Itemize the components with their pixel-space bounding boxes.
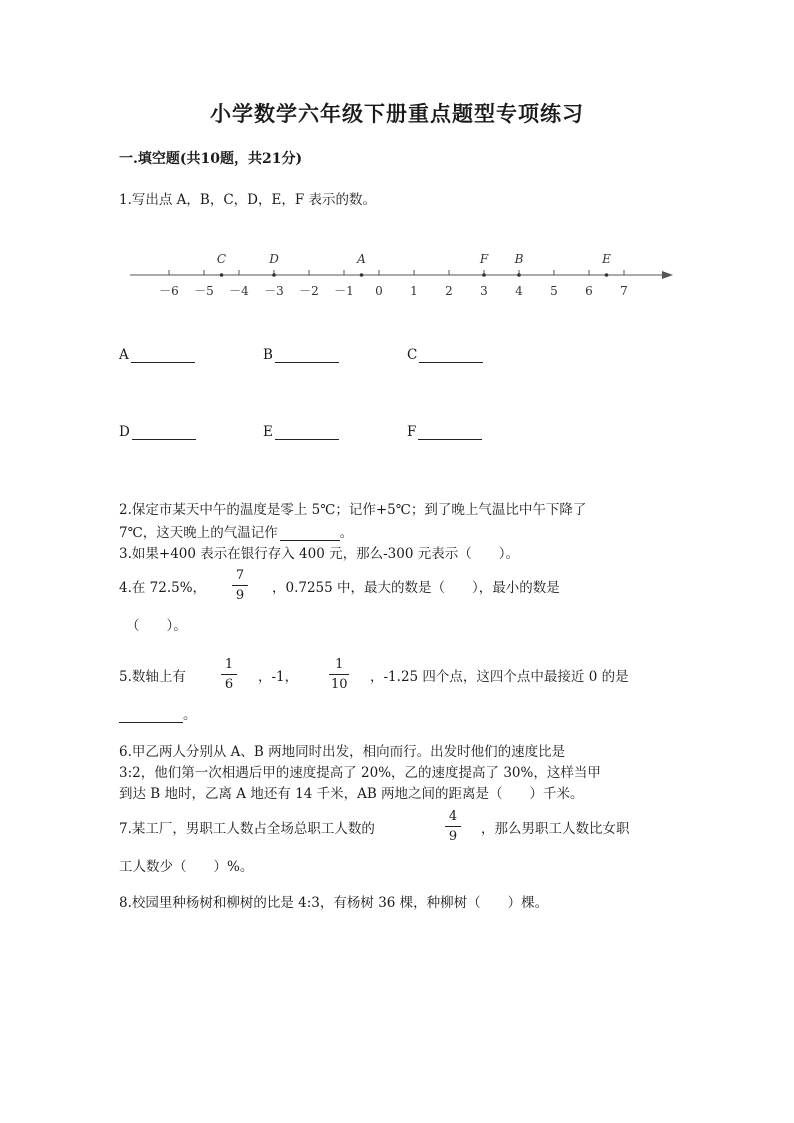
section-heading: 一.填空题(共10题，共21分) — [119, 151, 303, 167]
question-7-suffix: ，那么男职工人数比女职 — [481, 821, 630, 837]
answer-underline — [275, 348, 339, 363]
answer-underline[interactable] — [280, 526, 340, 541]
question-5-line-2 — [119, 703, 197, 723]
question-3-text: 3.如果+400 表示在银行存入 400 元，那么-300 元表示（ ）。 — [119, 546, 519, 562]
answer-underline — [131, 348, 195, 363]
answer-underline — [275, 425, 339, 440]
question-2-line-1: 2.保定市某天中午的温度是零上 5℃；记作+5℃；到了晚上气温比中午下降了 — [119, 502, 587, 518]
fraction-numerator: 1 — [224, 657, 234, 672]
question-5-prefix: 5.数轴上有 — [119, 669, 186, 685]
number-line-arrow — [662, 271, 673, 279]
fraction-1-6 — [221, 658, 237, 691]
question-6-line-1: 6.甲乙两人分别从 A、B 两地同时出发，相向而行。出发时他们的速度比是 — [119, 744, 566, 760]
question-6-line-2: 3:2，他们第一次相遇后甲的速度提高了 20%，乙的速度提高了 30%，这样当甲 — [119, 765, 601, 781]
number-line-tick-label: 4 — [515, 284, 523, 298]
answer-underline — [132, 425, 196, 440]
answer-blank-e[interactable] — [263, 424, 339, 440]
number-line-tick-label: 2 — [445, 284, 453, 298]
number-line-point — [482, 273, 486, 277]
number-line-tick-label: －3 — [264, 284, 284, 298]
number-line-point-label: B — [514, 252, 524, 266]
answer-label: D — [119, 424, 130, 440]
number-line-point — [360, 273, 364, 277]
answer-blank-a[interactable] — [119, 347, 195, 363]
number-line-ticks — [159, 270, 628, 298]
answer-underline — [418, 425, 482, 440]
answer-label: C — [407, 347, 418, 363]
fraction-numerator: 7 — [235, 568, 245, 583]
number-line-tick-label: －1 — [334, 284, 354, 298]
answer-blank-b[interactable] — [263, 347, 339, 363]
number-line — [125, 245, 685, 300]
number-line-point-label: F — [479, 252, 489, 266]
answer-label: B — [263, 347, 273, 363]
answer-label: F — [407, 424, 417, 440]
number-line-tick-label: －2 — [299, 284, 319, 298]
number-line-point-label: D — [269, 252, 279, 266]
question-8-text: 8.校园里种杨树和柳树的比是 4:3，有杨树 36 棵，种柳树（ ）棵。 — [119, 895, 549, 911]
answer-underline[interactable] — [119, 708, 183, 723]
fraction-denominator: 6 — [224, 677, 234, 692]
number-line-tick-label: 3 — [480, 284, 488, 298]
question-2-text: 7℃，这天晚上的气温记作 — [119, 525, 278, 541]
number-line-tick-label: 7 — [620, 284, 628, 298]
question-4-prefix: 4.在 72.5%， — [119, 580, 207, 596]
answer-underline — [419, 348, 483, 363]
question-4-mid: ，0.7255 中，最大的数是（ ），最小的数是 — [272, 580, 560, 596]
number-line-point — [517, 273, 521, 277]
number-line-tick-label: 5 — [550, 284, 558, 298]
number-line-point — [272, 273, 276, 277]
question-5-mid: ，-1， — [258, 669, 299, 685]
question-5-end: 。 — [183, 707, 197, 723]
fraction-denominator: 9 — [448, 829, 458, 844]
fraction-4-9 — [445, 810, 461, 843]
page-title: 小学数学六年级下册重点题型专项练习 — [210, 101, 584, 126]
answer-label: E — [263, 424, 273, 440]
number-line-tick-label: 1 — [410, 284, 418, 298]
question-6-line-3: 到达 B 地时，乙离 A 地还有 14 千米，AB 两地之间的距离是（ ）千米。 — [119, 786, 584, 802]
number-line-tick-label: －4 — [229, 284, 249, 298]
question-2-end: 。 — [339, 525, 354, 541]
number-line-point-label: A — [357, 252, 366, 266]
fraction-numerator: 1 — [335, 657, 344, 672]
number-line-tick-label: 0 — [375, 284, 383, 298]
number-line-point — [220, 273, 224, 277]
fraction-denominator: 10 — [331, 677, 348, 692]
number-line-tick-label: －6 — [159, 284, 179, 298]
fraction-1-10 — [328, 658, 351, 691]
answer-blank-d[interactable] — [119, 424, 196, 440]
number-line-point — [605, 273, 609, 277]
number-line-point-label: E — [602, 252, 611, 266]
number-line-point-label: C — [216, 252, 227, 266]
question-7-line-2: 工人数少（ ）%。 — [119, 859, 254, 875]
question-4-line-2: （ ）。 — [126, 618, 187, 634]
fraction-denominator: 9 — [235, 588, 245, 603]
question-2-line-2 — [119, 521, 353, 541]
answer-blank-c[interactable] — [407, 347, 483, 363]
number-line-tick-label: －5 — [194, 284, 214, 298]
question-1-text: 1.写出点 A，B，C，D，E，F 表示的数。 — [119, 192, 377, 208]
answer-blank-f[interactable] — [407, 424, 482, 440]
question-7-prefix: 7.某工厂，男职工人数占全场总职工人数的 — [119, 821, 375, 837]
question-5-suffix: ，-1.25 四个点，这四个点中最接近 0 的是 — [370, 669, 629, 685]
answer-label: A — [119, 347, 129, 363]
fraction-7-9 — [232, 569, 248, 602]
number-line-tick-label: 6 — [585, 284, 593, 298]
fraction-numerator: 4 — [448, 809, 458, 824]
